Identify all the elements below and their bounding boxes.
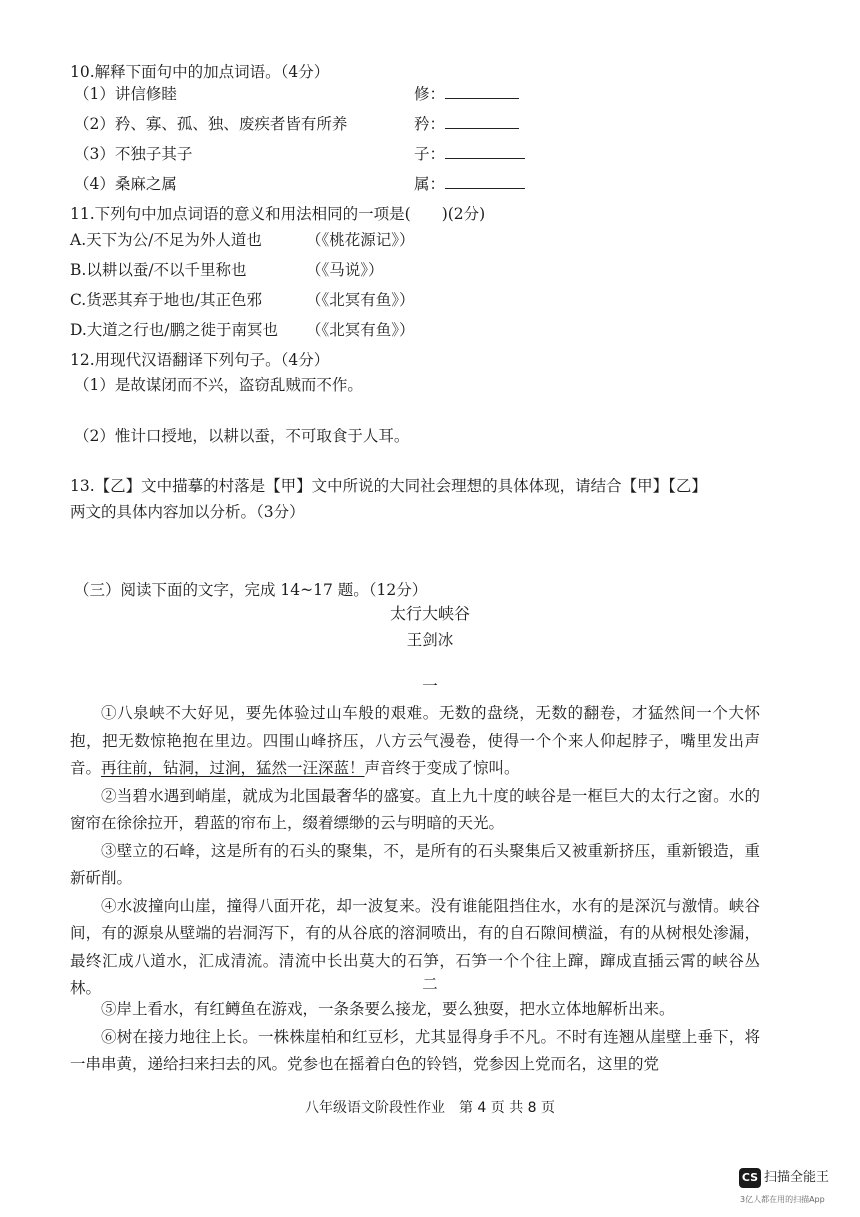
q10-word-3: 子： [414,144,525,164]
q13-line-2: 两文的具体内容加以分析。（3分） [70,503,305,521]
paragraph-5: ⑤岸上看水，有红鳟鱼在游戏，一条条要么接龙，要么独耍，把水立体地解析出来。 [101,1000,675,1018]
scanner-app-name: 扫描全能王 [764,1170,830,1185]
section-heading: （三）阅读下面的文字，完成 14~17 题。（12分） [74,581,428,599]
q12-sentence-1: （1）是故谋闭而不兴，盗窃乱贼而不作。 [74,376,363,394]
q11-option-c[interactable]: C.货恶其弃于地也/其正色邪 [70,291,262,309]
q11-option-b-source: （《马说》） [306,261,384,279]
q11-option-a-source: （《桃花源记》） [306,231,415,249]
paragraph-6: ⑥树在接力地往上长。一株株崖柏和红豆杉，尤其显得身手不凡。不时有连翘从崖壁上垂下，将一串串黄，递给扫来扫去的风。党参也在摇着白色的铃铛，党参因上党而名，这里的党 [70,1027,760,1073]
answer-blank[interactable] [445,174,525,189]
page-footer: 八年级语文阶段性作业 第 4 页 共 8 页 [304,1100,556,1116]
paragraph-1: ①八泉峡不大好见，要先体验过山车般的艰难。无数的盘绕，无数的翻卷，才猛然间一个大怀抱，把无数惊艳抱在里边。四围山峰挤压，八方云气漫卷，使得一个个来人仰起脖子，嘴里发出声音。再往前，钻洞，过涧，猛然一汪深蓝！声音终于变成了惊叫。 [70,704,760,777]
q13-line-1: 13.【乙】文中描摹的村落是【甲】文中所说的大同社会理想的具体体现，请结合【甲】【乙】 [70,477,707,495]
paragraph-4: ④水波撞向山崖，撞得八面开花，却一波复来。没有谁能阻挡住水，水有的是深沉与激情。峡谷间，有的源泉从壁端的岩洞泻下，有的从谷底的溶洞喷出，有的自石隙间横溢，有的从树根处渗漏，最终汇成八道水，汇成清流。清流中长出莫大的石笋，石笋一个个往上蹿，蹿成直插云霄的峡谷丛林。 [70,896,760,997]
q11-option-a[interactable]: A.天下为公/不足为外人道也 [70,231,262,249]
q10-item-2: （2）矜、寡、孤、独、废疾者皆有所养 [74,115,348,133]
scanner-tagline: 3亿人都在用的扫描App [740,1195,825,1204]
article-body-part-1 [70,700,760,1003]
article-author: 王剑冰 [406,631,454,649]
q11-option-c-source: （《北冥有鱼》） [306,291,415,309]
q12-sentence-2: （2）惟计口授地，以耕以蚕，不可取食于人耳。 [74,427,410,445]
q11-option-b[interactable]: B.以耕以蚕/不以千里称也 [70,261,247,279]
q11-option-d[interactable]: D.大道之行也/鹏之徙于南冥也 [70,321,279,339]
q11-title: 11.下列句中加点词语的意义和用法相同的一项是( )(2分) [70,205,486,223]
underlined-sentence: 再往前，钻洞，过涧，猛然一汪深蓝！ [101,759,365,777]
article-title: 太行大峡谷 [389,604,470,623]
paragraph-3: ③壁立的石峰，这是所有的石头的聚集，不，是所有的石头聚集后又被重新挤压，重新锻造，重新斫削。 [70,841,760,887]
answer-blank[interactable] [445,84,519,99]
q11-option-d-source: （《北冥有鱼》） [306,321,415,339]
q10-word-2: 矜： [414,114,519,134]
part-heading-1: 一 [422,677,438,695]
answer-blank[interactable] [445,144,525,159]
q10-word-1: 修： [414,84,519,104]
q12-title: 12.用现代汉语翻译下列句子。（4分） [70,351,330,369]
q10-title: 10.解释下面句中的加点词语。（4分） [70,63,330,81]
paragraph-2: ②当碧水遇到峭崖，就成为北国最奢华的盛宴。直上九十度的峡谷是一框巨大的太行之窗。水的窗帘在徐徐拉开，碧蓝的帘布上，缀着缥缈的云与明暗的天光。 [70,786,760,832]
article-body-part-2 [70,996,760,1079]
answer-blank[interactable] [445,114,519,129]
q10-word-4: 属： [414,174,525,194]
q10-item-1: （1）讲信修睦 [74,85,177,103]
part-heading-2: 二 [422,975,438,993]
q10-item-3: （3）不独子其子 [74,145,193,163]
scanner-logo-icon: CS [739,1168,761,1188]
q10-item-4: （4）桑麻之属 [74,175,177,193]
